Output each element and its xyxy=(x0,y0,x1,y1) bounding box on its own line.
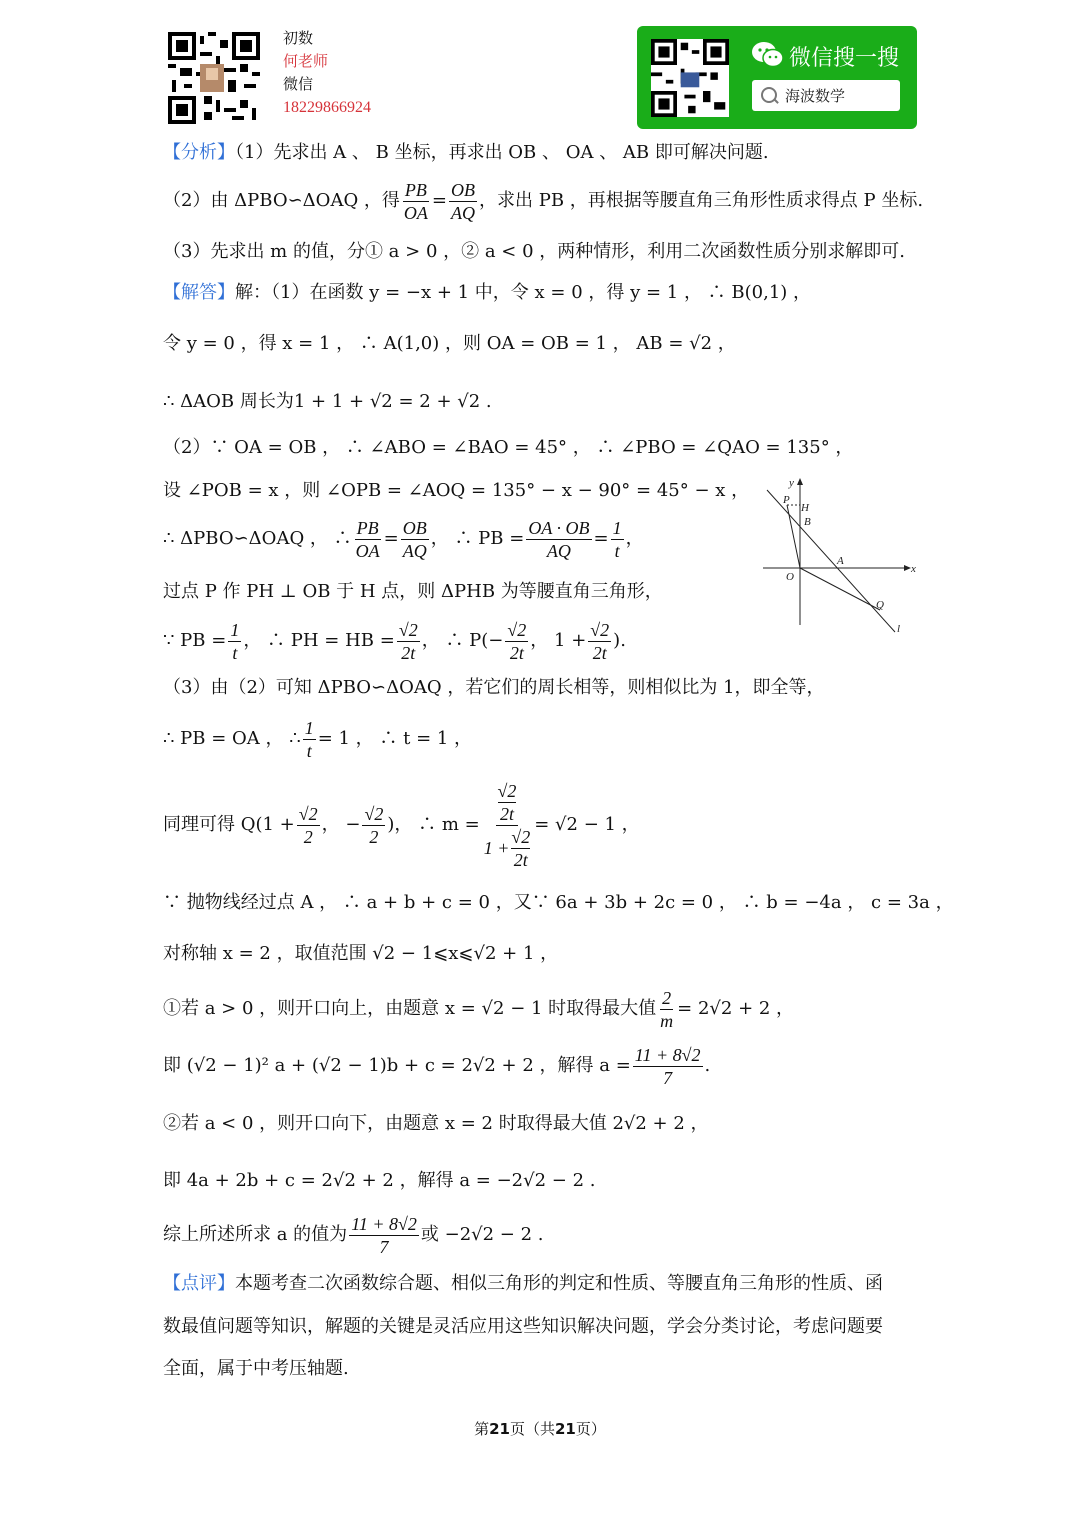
denominator xyxy=(482,826,533,871)
equals: = xyxy=(431,190,448,211)
fraction xyxy=(588,619,611,664)
denominator: t xyxy=(614,540,620,561)
solution-line-11 xyxy=(163,772,640,878)
solution-line-12: ∵ 抛物线经过点 A ， ∴ a + b + c = 0 ，又∵ 6a + 3b + 2c = 0 ， ∴ b = −4a ， c = 3a ， xyxy=(163,892,954,913)
page-number: 21 xyxy=(489,1420,510,1438)
numerator: √2 xyxy=(590,619,610,640)
denominator: OA xyxy=(355,540,380,561)
text: . xyxy=(704,1055,711,1076)
numerator: PB xyxy=(404,179,427,200)
analysis-line-3: （3）先求出 m 的值，分① a > 0 ，② a < 0 ，两种情形，利用二次函数性质分别求解即可. xyxy=(163,241,905,262)
numerator: √2 xyxy=(398,619,418,640)
text: 解：（1）在函数 y = −x + 1 中，令 x = 0 ，得 y = 1 ， ∴ B(0,1) ， xyxy=(235,282,812,303)
qr-icon xyxy=(651,39,729,117)
denominator: 7 xyxy=(663,1067,673,1088)
fraction xyxy=(505,619,528,664)
text: )， ∴ m = xyxy=(387,814,480,835)
solution-line-16: ②若 a < 0 ，则开口向下，由题意 x = 2 时取得最大值 2√2 + 2 ， xyxy=(163,1113,709,1134)
text: ∵ PB = xyxy=(163,630,227,651)
compound-fraction xyxy=(482,780,533,871)
text: 综上所述所求 a 的值为 xyxy=(163,1224,348,1245)
numerator: 1 xyxy=(230,619,240,640)
fraction xyxy=(526,517,591,562)
numerator: PB xyxy=(356,517,379,538)
fraction xyxy=(511,826,530,871)
solution-line-4: （2）∵ OA = OB ， ∴ ∠ABO = ∠BAO = 45° ， ∴ ∠PBO = ∠QAO = 135° ， xyxy=(163,437,854,458)
solution-line-9: （3）由（2）可知 ΔPBO∽ΔOAQ ，若它们的周长相等，则相似比为 1，即全等， xyxy=(163,677,825,698)
numerator xyxy=(496,780,519,826)
label-p: P xyxy=(783,494,790,506)
solution-line-3: ∴ ΔAOB 周长为1 + 1 + √2 = 2 + √2 . xyxy=(163,391,492,412)
label-a: A xyxy=(837,555,844,567)
page-total: 21 xyxy=(555,1420,576,1438)
text: ， ∴ PB = xyxy=(430,528,525,549)
fraction xyxy=(402,179,430,224)
text: 即 (√2 − 1)² a + (√2 − 1)b + c = 2√2 + 2 ，解得 a = xyxy=(163,1055,631,1076)
denominator: OA xyxy=(403,202,428,223)
text: ∴ ΔPBO∽ΔOAQ ， ∴ xyxy=(163,528,352,549)
text: 同理可得 Q(1 + xyxy=(163,814,295,835)
analysis-line-1 xyxy=(163,141,769,165)
label-y: y xyxy=(789,477,794,489)
numerator: OA · OB xyxy=(528,517,590,538)
fraction xyxy=(401,517,429,562)
fraction xyxy=(228,619,241,664)
text: = √2 − 1 ， xyxy=(534,814,640,835)
solution-line-8 xyxy=(163,616,626,666)
solution-line-7: 过点 P 作 PH ⊥ OB 于 H 点，则 ΔPHB 为等腰直角三角形， xyxy=(163,581,663,602)
text: 或 −2√2 − 2 . xyxy=(420,1224,544,1245)
text: ， ∴ P(− xyxy=(421,630,504,651)
label-x: x xyxy=(911,563,916,575)
header-info xyxy=(283,27,371,119)
fraction xyxy=(611,517,624,562)
comment-line-2: 数最值问题等知识，解题的关键是灵活应用这些知识解决问题，学会分类讨论，考虑问题要 xyxy=(163,1316,883,1337)
wechat-logo-icon xyxy=(751,41,785,69)
solution-line-18 xyxy=(163,1210,544,1260)
y-arrow-icon xyxy=(797,478,803,485)
solution-line-10 xyxy=(163,714,472,764)
equals: = xyxy=(593,528,609,549)
denominator: AQ xyxy=(402,540,427,561)
fraction xyxy=(449,179,477,224)
text: = 2√2 + 2 ， xyxy=(677,998,795,1019)
solution-line-14 xyxy=(163,984,794,1034)
wechat-search-text: 海波数学 xyxy=(785,87,846,105)
equals: = xyxy=(383,528,399,549)
solution-line-6 xyxy=(163,514,644,564)
inner-denominator: 2t xyxy=(499,803,514,824)
label-h: H xyxy=(801,502,809,514)
denominator: 2 xyxy=(369,826,379,847)
numerator: √2 xyxy=(364,803,384,824)
tag-comment: 【点评】 xyxy=(163,1273,235,1294)
fraction xyxy=(297,803,320,848)
label-l: l xyxy=(897,623,901,635)
inner-denominator: 2t xyxy=(513,849,528,870)
header-phone: 18229866924 xyxy=(283,99,371,116)
header-wechat-label: 微信 xyxy=(283,75,314,93)
text: ∴ PB = OA ， ∴ xyxy=(163,728,301,749)
denominator: 7 xyxy=(379,1236,389,1257)
footer-text: 页（共 xyxy=(509,1420,555,1438)
denominator: 2t xyxy=(592,642,607,663)
solution-line-5: 设 ∠POB = x ，则 ∠OPB = ∠AOQ = 135° − x − 90° = 45° − x ， xyxy=(163,480,750,501)
numerator: √2 xyxy=(298,803,318,824)
solution-line-15 xyxy=(163,1041,710,1091)
text: ). xyxy=(613,630,626,651)
geometry-figure xyxy=(755,470,925,640)
fraction xyxy=(633,1044,703,1089)
solution-line-1 xyxy=(163,281,811,305)
analysis-line-2 xyxy=(163,176,923,226)
denominator: 2 xyxy=(303,826,313,847)
footer-text: 页） xyxy=(575,1420,606,1438)
wechat-search-card[interactable] xyxy=(637,26,917,129)
comment-line-1 xyxy=(163,1272,883,1296)
fraction xyxy=(354,517,382,562)
denominator: m xyxy=(660,1010,674,1031)
text: ， 1 + xyxy=(530,630,587,651)
inner-numerator: √2 xyxy=(497,780,517,801)
solution-line-2: 令 y = 0 ，得 x = 1 ， ∴ A(1,0) ，则 OA = OB = 1 ， AB = √2 ， xyxy=(163,333,736,354)
qr-code-wechat xyxy=(651,39,729,117)
solution-line-13: 对称轴 x = 2 ，取值范围 √2 − 1⩽x⩽√2 + 1 ， xyxy=(163,943,559,964)
fraction xyxy=(303,717,316,762)
numerator: 2 xyxy=(662,987,672,1008)
fraction xyxy=(658,987,675,1032)
x-arrow-icon xyxy=(904,565,911,571)
wechat-search-title: 微信搜一搜 xyxy=(789,46,900,71)
comma: ， xyxy=(625,528,644,549)
numerator: √2 xyxy=(507,619,527,640)
footer-text: 第 xyxy=(474,1420,490,1438)
header-line1: 初数 xyxy=(283,29,314,47)
search-icon-handle xyxy=(773,98,779,104)
numerator: OB xyxy=(451,179,476,200)
text: （2）由 ΔPBO∽ΔOAQ ，得 xyxy=(163,190,400,211)
text: ，求出 PB ，再根据等腰直角三角形性质求得点 P 坐标. xyxy=(479,190,924,211)
fraction xyxy=(362,803,385,848)
text: （1）先求出 A 、 B 坐标，再求出 OB 、 OA 、 AB 即可解决问题. xyxy=(235,142,769,163)
text: 1 + xyxy=(483,838,510,858)
denominator: t xyxy=(232,642,238,663)
header-teacher: 何老师 xyxy=(283,52,329,70)
denominator: 2t xyxy=(401,642,416,663)
label-q: Q xyxy=(876,599,884,611)
numerator: 1 xyxy=(612,517,622,538)
text: ， − xyxy=(321,814,361,835)
text: ， ∴ PH = HB = xyxy=(243,630,395,651)
denominator: 2t xyxy=(509,642,524,663)
inner-numerator: √2 xyxy=(511,826,531,847)
denominator: t xyxy=(306,740,312,761)
segment-oq xyxy=(800,568,880,610)
text: = 1 ， ∴ t = 1 ， xyxy=(317,728,473,749)
tag-solution: 【解答】 xyxy=(163,282,235,303)
solution-line-17: 即 4a + 2b + c = 2√2 + 2 ，解得 a = −2√2 − 2 . xyxy=(163,1170,596,1191)
label-b: B xyxy=(804,516,811,528)
text: ①若 a > 0 ，则开口向上，由题意 x = √2 − 1 时取得最大值 xyxy=(163,998,657,1019)
numerator: OB xyxy=(402,517,427,538)
numerator: 11 + 8√2 xyxy=(634,1044,701,1065)
fraction xyxy=(349,1213,419,1258)
numerator: 1 xyxy=(304,717,314,738)
fraction xyxy=(397,619,420,664)
tag-analysis: 【分析】 xyxy=(163,142,235,163)
page-footer xyxy=(0,1418,1080,1439)
comment-line-3: 全面，属于中考压轴题. xyxy=(163,1358,349,1379)
denominator: AQ xyxy=(546,540,571,561)
qr-icon xyxy=(168,32,260,124)
text: 本题考查二次函数综合题、相似三角形的判定和性质、等腰直角三角形的性质、函 xyxy=(235,1273,883,1294)
numerator: 11 + 8√2 xyxy=(351,1213,417,1234)
qr-code-teacher xyxy=(168,32,260,124)
wechat-search-box[interactable] xyxy=(752,80,900,111)
segment-po xyxy=(787,505,800,568)
label-o: O xyxy=(786,571,794,583)
denominator: AQ xyxy=(451,202,476,223)
